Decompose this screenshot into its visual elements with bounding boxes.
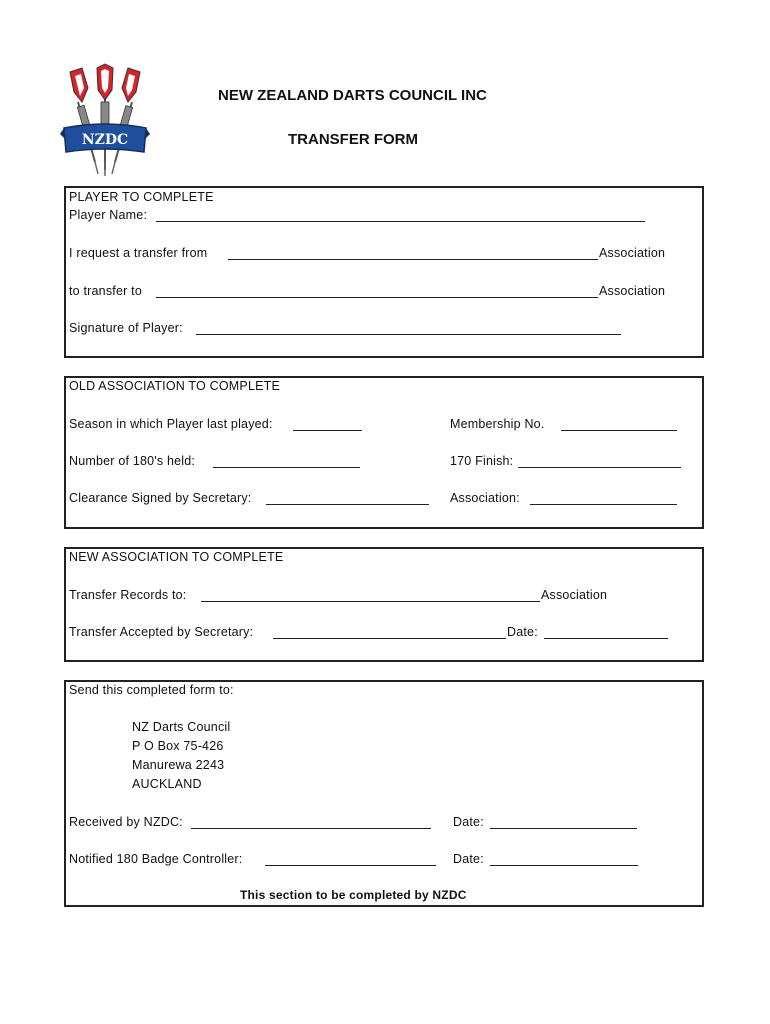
membership-label: Membership No. [450,417,545,431]
logo-text: NZDC [81,132,129,148]
finish170-label: 170 Finish: [450,454,514,468]
transfer-to-field[interactable] [156,297,598,298]
received-label: Received by NZDC: [69,815,183,829]
nzdc-logo [60,62,150,177]
clearance-label: Clearance Signed by Secretary: [69,491,252,505]
old-association-section [64,376,704,529]
org-title: NEW ZEALAND DARTS COUNCIL INC [218,87,487,104]
num180-label: Number of 180's held: [69,454,196,468]
form-title: TRANSFER FORM [288,131,418,148]
transfer-to-label: to transfer to [69,284,142,298]
notified-date-label: Date: [453,852,484,866]
season-label: Season in which Player last played: [69,417,273,431]
signature-label: Signature of Player: [69,321,183,335]
num180-field[interactable] [213,467,360,468]
received-date-label: Date: [453,815,484,829]
signature-field[interactable] [196,334,621,335]
transfer-to-suffix: Association [599,284,666,298]
new-association-section [64,547,704,662]
transfer-from-field[interactable] [228,259,598,260]
records-suffix: Association [541,588,608,602]
transfer-from-suffix: Association [599,246,666,260]
notified-label: Notified 180 Badge Controller: [69,852,243,866]
player-section-heading: PLAYER TO COMPLETE [69,190,214,204]
footer-note: This section to be completed by NZDC [240,888,467,902]
notified-date-field[interactable] [490,865,638,866]
old-association-heading: OLD ASSOCIATION TO COMPLETE [69,379,281,393]
association-label: Association: [450,491,520,505]
address-line: AUCKLAND [132,777,202,791]
accepted-field[interactable] [273,638,506,639]
player-name-field[interactable] [156,221,645,222]
address-line: NZ Darts Council [132,720,231,734]
association-field[interactable] [530,504,677,505]
notified-field[interactable] [265,865,436,866]
accepted-date-label: Date: [507,625,538,639]
accepted-label: Transfer Accepted by Secretary: [69,625,254,639]
player-name-label: Player Name: [69,208,148,222]
season-field[interactable] [293,430,362,431]
send-heading: Send this completed form to: [69,683,234,697]
received-date-field[interactable] [490,828,637,829]
accepted-date-field[interactable] [544,638,668,639]
address-line: P O Box 75-426 [132,739,224,753]
finish170-field[interactable] [518,467,681,468]
darts-icon [60,62,150,177]
membership-field[interactable] [561,430,677,431]
transfer-from-label: I request a transfer from [69,246,208,260]
new-association-heading: NEW ASSOCIATION TO COMPLETE [69,550,284,564]
records-label: Transfer Records to: [69,588,187,602]
send-section [64,680,704,907]
address-line: Manurewa 2243 [132,758,225,772]
clearance-field[interactable] [266,504,429,505]
received-field[interactable] [191,828,431,829]
records-field[interactable] [201,601,540,602]
